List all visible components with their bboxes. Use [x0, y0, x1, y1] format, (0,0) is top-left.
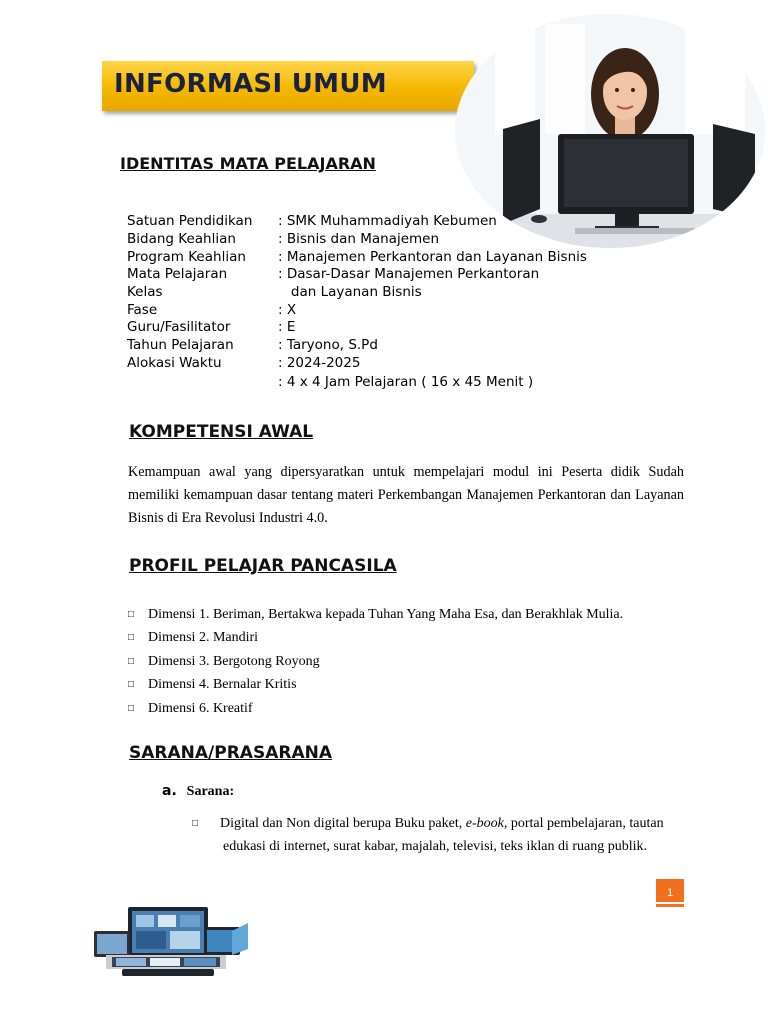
list-item: □ Dimensi 6. Kreatif — [128, 701, 253, 716]
label-program-keahlian: Program Keahlian — [127, 249, 246, 265]
value-mata-pelajaran: : Dasar-Dasar Manajemen Perkantoran — [278, 266, 540, 282]
list-item: □ Dimensi 4. Bernalar Kritis — [128, 677, 297, 692]
sarana-subheading — [162, 782, 234, 800]
label-bidang-keahlian: Bidang Keahlian — [127, 231, 236, 247]
section-heading-kompetensi: KOMPETENSI AWAL — [129, 422, 314, 442]
section-heading-profil: PROFIL PELAJAR PANCASILA — [129, 556, 397, 576]
sub-label: Sarana: — [186, 784, 235, 799]
sarana-line-1: □ Digital dan Non digital berupa Buku paket, e-book, portal pembelajaran, tautan — [192, 816, 664, 831]
value-guru: : Taryono, S.Pd — [278, 337, 378, 353]
header-banner — [102, 61, 474, 111]
label-guru-fasilitator: Guru/Fasilitator — [127, 319, 231, 335]
value-mata-pelajaran-cont: dan Layanan Bisnis — [278, 284, 422, 300]
kompetensi-paragraph: Kemampuan awal yang dipersyaratkan untuk mempelajari modul ini Peserta didik Sudah memiliki kemampuan dasar tentang materi Perkembangan Manajemen Perkantoran dan Layanan Bisnis di Era Revolusi Industri 4.0. — [128, 464, 684, 526]
woman-at-computer-illustration — [455, 14, 765, 248]
square-bullet-icon: □ — [192, 818, 199, 829]
page-number-badge: 1 — [656, 879, 684, 907]
list-item: □ Dimensi 3. Bergotong Royong — [128, 654, 320, 669]
value-kelas: : E — [278, 319, 296, 335]
label-alokasi-waktu: Alokasi Waktu — [127, 355, 222, 371]
square-bullet-icon: □ — [128, 632, 135, 643]
square-bullet-icon: □ — [128, 656, 135, 667]
section-heading-sarana: SARANA/PRASARANA — [129, 743, 332, 763]
sarana-line-2: edukasi di internet, surat kabar, majalah, televisi, teks iklan di ruang publik. — [223, 839, 647, 854]
page-title: INFORMASI UMUM — [114, 69, 387, 99]
header-photo — [455, 14, 765, 248]
square-bullet-icon: □ — [128, 703, 135, 714]
square-bullet-icon: □ — [128, 679, 135, 690]
label-satuan-pendidikan: Satuan Pendidikan — [127, 213, 253, 229]
list-item: □ Dimensi 1. Beriman, Bertakwa kepada Tuhan Yang Maha Esa, dan Berakhlak Mulia. — [128, 607, 624, 622]
label-mata-pelajaran: Mata Pelajaran — [127, 266, 228, 282]
value-satuan-pendidikan: : SMK Muhammadiyah Kebumen — [278, 213, 497, 229]
value-bidang-keahlian: : Bisnis dan Manajemen — [278, 231, 440, 247]
value-fase: : X — [278, 302, 297, 318]
square-bullet-icon: □ — [128, 609, 135, 620]
value-tahun: : 2024-2025 — [278, 355, 361, 371]
list-item: □ Dimensi 2. Mandiri — [128, 630, 259, 645]
sub-marker: a. — [162, 783, 177, 799]
label-kelas: Kelas — [127, 284, 163, 300]
label-tahun-pelajaran: Tahun Pelajaran — [127, 337, 234, 353]
label-fase: Fase — [127, 302, 158, 318]
section-heading-identitas: IDENTITAS MATA PELAJARAN — [120, 154, 376, 173]
devices-illustration — [92, 905, 250, 979]
value-program-keahlian: : Manajemen Perkantoran dan Layanan Bisnis — [278, 249, 587, 265]
value-alokasi-waktu: : 4 x 4 Jam Pelajaran ( 16 x 45 Menit ) — [278, 374, 534, 390]
